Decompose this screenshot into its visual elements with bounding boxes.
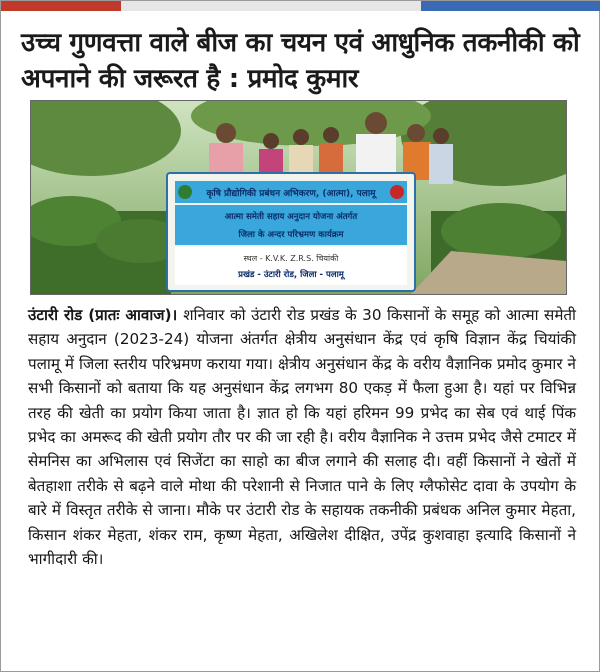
photo-illustration bbox=[31, 101, 566, 294]
article-dateline: उंटारी रोड (प्रातः आवाज)। bbox=[28, 306, 184, 324]
banner-line-4: स्थल - K.V.K. Z.R.S. चियांकी bbox=[243, 254, 339, 263]
banner-line-2: आत्मा समेती सहाय अनुदान योजना अंतर्गत bbox=[224, 212, 358, 222]
strip-red bbox=[1, 1, 121, 11]
banner-line-5: प्रखंड - उंटारी रोड, जिला - पलामू bbox=[238, 270, 344, 280]
banner-line-3: जिला के अन्दर परिभ्रमण कार्यक्रम bbox=[238, 230, 344, 240]
top-color-strip bbox=[1, 1, 600, 11]
article-body-text: शनिवार को उंटारी रोड प्रखंड के 30 किसानों के समूह को आत्मा समेती सहाय अनुदान (2023-24) योजना अंतर्गत क्षेत्रीय अनुसंधान केंद्र एवं कृषि विज्ञान केंद्र चियांकी पलामू में जिला स्तरीय परिभ्रमण कराया गया। क्षेत्रीय अनुसंधान केंद्र के वरीय वैज्ञानिक प्रमोद कुमार ने सभी किसानों को बताया कि यह अनुसंधान केंद्र लगभग 80 एकड़ में फैला हुआ है। यहां पर विभिन्न तरह की खेती का प्रयोग किया जाता है। ज्ञात हो कि यहां हरिमन 99 प्रभेद का सेब एवं थाई पिंक प्रभेद का अमरूद की खेती प्रयोग तौर पर की जा रही है। वरीय वैज्ञानिक ने उत्तम प्रभेद जैसे टमाटर में सेमनिस का अभिलास एवं सिजेंटा का साहो का बीज लगाने की सलाह दी। वहीं किसानों ने खेतों में बेतहाशा तरीके से बढ़ने वाले मोथा की परेशानी से निजात पाने के लिए ग्लैफोसेट दावा के उपयोग के बारे में विस्तृत तरीके से जाना। मौके पर उंटारी रोड के सहायक तकनीकी प्रबंधक अनिल कुमार मेहता, किसान शंकर मेहता, शंकर राम, कृष्ण मेहता, अखिलेश दीक्षित, उपेंद्र कुशवाहा इत्यादि किसानों ने भागीदारी की। bbox=[28, 306, 576, 569]
strip-grey bbox=[121, 1, 421, 11]
strip-blue bbox=[421, 1, 600, 11]
photo-banner bbox=[167, 173, 415, 291]
article-photo bbox=[30, 100, 567, 295]
banner-line-1: कृषि प्रौद्योगिकी प्रबंधन अभिकरण, (आत्मा), पलामू bbox=[206, 189, 376, 199]
article-body bbox=[28, 303, 576, 571]
article-headline: उच्च गुणवत्ता वाले बीज का चयन एवं आधुनिक तकनीकी को अपनाने की जरूरत है : प्रमोद कुमार bbox=[21, 28, 580, 94]
